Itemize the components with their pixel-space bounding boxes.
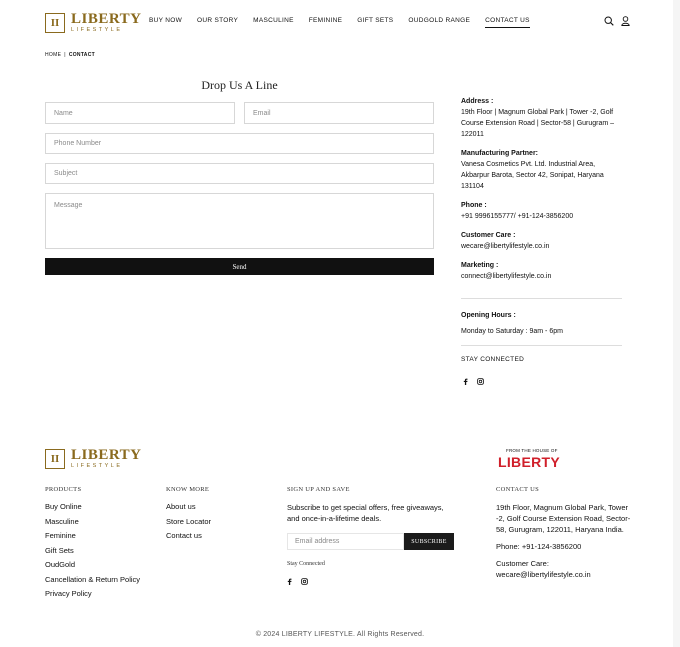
address-label: Address : bbox=[461, 98, 494, 105]
marketing-email[interactable]: connect@libertylifestyle.co.in bbox=[461, 273, 552, 280]
name-input[interactable]: Name bbox=[45, 102, 235, 124]
know-more-list bbox=[166, 500, 211, 544]
products-heading: PRODUCTS bbox=[45, 486, 82, 493]
header-icons bbox=[604, 16, 637, 26]
site-header bbox=[0, 0, 680, 44]
marketing-label: Marketing : bbox=[461, 262, 499, 269]
footer-link-cancellation-policy[interactable]: Cancellation & Return Policy bbox=[45, 574, 141, 584]
footer-link-store-locator[interactable]: Store Locator bbox=[166, 516, 212, 526]
phone-label: Phone : bbox=[461, 202, 487, 209]
main-nav bbox=[149, 17, 545, 28]
email-input[interactable]: Email bbox=[244, 102, 434, 124]
house-of-small-text: FROM THE HOUSE OF bbox=[506, 448, 558, 453]
facebook-icon[interactable] bbox=[287, 578, 301, 585]
send-button[interactable]: Send bbox=[45, 258, 434, 275]
products-list bbox=[45, 500, 140, 602]
nav-masculine[interactable]: MASCULINE bbox=[253, 17, 294, 24]
marketing-block bbox=[461, 260, 623, 282]
hours-divider bbox=[461, 345, 622, 346]
footer-stay-connected: Stay Connected bbox=[287, 561, 325, 567]
brand-mark: II bbox=[45, 13, 65, 33]
footer-link-privacy-policy[interactable]: Privacy Policy bbox=[45, 589, 92, 598]
facebook-icon[interactable] bbox=[463, 378, 477, 385]
nav-oudgold-range[interactable]: OUDGOLD RANGE bbox=[408, 17, 471, 24]
breadcrumb-current: CONTACT bbox=[68, 52, 95, 58]
footer-brand-name: LIBERTY bbox=[71, 447, 142, 463]
footer-logo[interactable] bbox=[45, 448, 142, 470]
subject-input[interactable]: Subject bbox=[45, 163, 434, 184]
breadcrumb-separator: | bbox=[64, 52, 66, 58]
partner-label: Manufacturing Partner: bbox=[461, 150, 539, 157]
care-email[interactable]: wecare@libertylifestyle.co.in bbox=[461, 243, 550, 250]
footer-care-label: Customer Care: bbox=[496, 559, 549, 568]
nav-feminine[interactable]: FEMININE bbox=[308, 17, 343, 24]
hours-block bbox=[461, 310, 623, 337]
nav-contact-us[interactable]: CONTACT US bbox=[485, 17, 530, 28]
instagram-icon[interactable] bbox=[301, 578, 317, 585]
footer-link-gift-sets[interactable]: Gift Sets bbox=[45, 545, 74, 555]
brand-text bbox=[71, 12, 142, 34]
signup-text: Subscribe to get special offers, free giveaways, and once-in-a-lifetime deals. bbox=[287, 503, 444, 523]
contact-info bbox=[461, 96, 623, 290]
footer-link-buy-online[interactable]: Buy Online bbox=[45, 502, 82, 511]
footer-brand-tagline: LIFESTYLE bbox=[71, 463, 123, 469]
partner-block bbox=[461, 148, 623, 192]
nav-our-story[interactable]: OUR STORY bbox=[197, 17, 239, 24]
breadcrumb bbox=[45, 52, 95, 58]
footer-link-feminine[interactable]: Feminine bbox=[45, 531, 76, 540]
breadcrumb-home[interactable]: HOME bbox=[45, 52, 62, 58]
message-textarea[interactable]: Message bbox=[45, 193, 434, 249]
social-links bbox=[463, 378, 493, 385]
hours-value: Monday to Saturday : 9am - 6pm bbox=[461, 328, 563, 335]
nav-buy-now[interactable]: BUY NOW bbox=[149, 17, 183, 24]
house-of-liberty-logo bbox=[498, 448, 560, 470]
footer-address: 19th Floor, Magnum Global Park, Tower -2, Golf Course Extension Road, Sector-58, Gurugram, 122011, Haryana India. bbox=[496, 503, 631, 534]
subscribe-button[interactable]: SUBSCRIBE bbox=[404, 533, 454, 550]
partner-value: Vanesa Cosmetics Pvt. Ltd. Industrial Area, Akbarpur Barota, Sector 42, Sonipat, Haryana 131104 bbox=[461, 161, 604, 190]
form-title: Drop Us A Line bbox=[201, 78, 278, 92]
address-value: 19th Floor | Magnum Global Park | Tower -2, Golf Course Extension Road | Sector-58 | Gurugram – 122011 bbox=[461, 109, 615, 138]
care-block bbox=[461, 230, 623, 252]
phone-block bbox=[461, 200, 623, 222]
user-icon[interactable] bbox=[621, 16, 630, 26]
address-block bbox=[461, 96, 623, 140]
footer-link-oudgold[interactable]: OudGold bbox=[45, 560, 76, 569]
footer-care-email[interactable]: wecare@libertylifestyle.co.in bbox=[496, 570, 591, 579]
house-of-brand-text: LIBERTY bbox=[498, 454, 560, 470]
contact-us-heading: CONTACT US bbox=[496, 486, 539, 493]
newsletter-email-input[interactable]: Email address bbox=[287, 533, 404, 550]
info-divider bbox=[461, 298, 622, 299]
hours-label: Opening Hours : bbox=[461, 312, 516, 319]
footer-contact-details bbox=[496, 502, 636, 580]
footer-link-masculine[interactable]: Masculine bbox=[45, 516, 79, 526]
brand-name: LIBERTY bbox=[71, 11, 142, 27]
nav-gift-sets[interactable]: GIFT SETS bbox=[357, 17, 394, 24]
instagram-icon[interactable] bbox=[477, 378, 493, 385]
copyright-text: © 2024 LIBERTY LIFESTYLE. All Rights Reserved. bbox=[255, 631, 425, 638]
care-label: Customer Care : bbox=[461, 232, 516, 239]
know-more-heading: KNOW MORE bbox=[166, 486, 210, 493]
footer-link-contact-us[interactable]: Contact us bbox=[166, 531, 202, 540]
footer-social-links bbox=[287, 578, 317, 585]
footer-link-about-us[interactable]: About us bbox=[166, 502, 196, 511]
phone-input[interactable]: Phone Number bbox=[45, 133, 434, 154]
brand-logo[interactable] bbox=[45, 12, 142, 34]
footer-brand-text bbox=[71, 448, 142, 470]
scrollbar-track[interactable] bbox=[673, 0, 680, 647]
signup-heading: SIGN UP AND SAVE bbox=[287, 486, 350, 493]
brand-tagline: LIFESTYLE bbox=[71, 27, 123, 33]
footer-phone[interactable]: Phone: +91-124-3856200 bbox=[496, 542, 582, 551]
stay-connected-heading: STAY CONNECTED bbox=[461, 356, 525, 363]
phone-value[interactable]: +91 9996155777/ +91-124-3856200 bbox=[461, 213, 574, 220]
footer-brand-mark: II bbox=[45, 449, 65, 469]
search-icon[interactable] bbox=[604, 16, 614, 26]
